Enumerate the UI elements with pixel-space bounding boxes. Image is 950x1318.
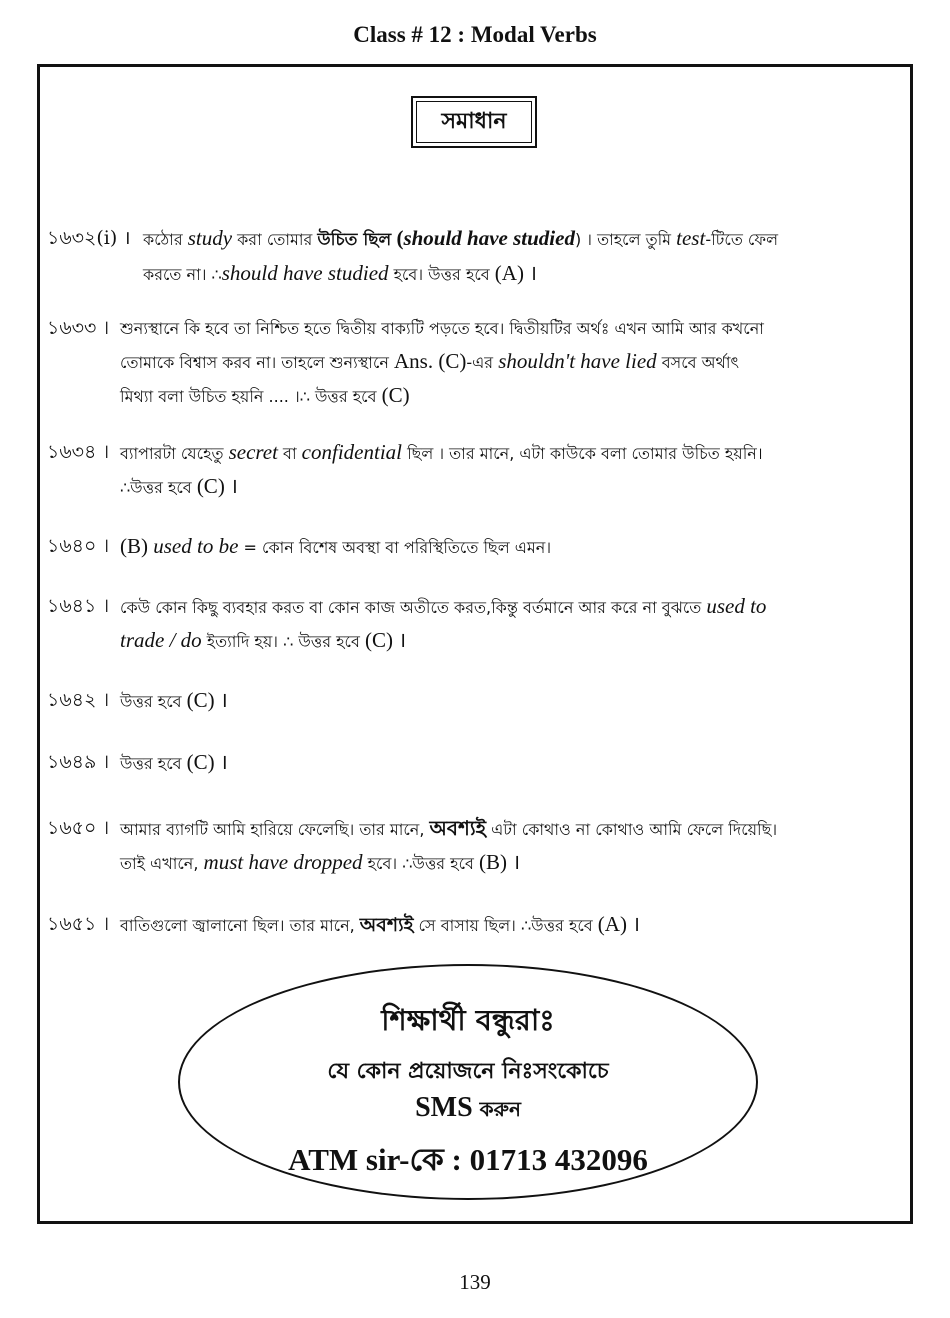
answer-text: অবশ্যই <box>429 816 487 840</box>
answer-text: বসবে অর্থাৎ <box>656 353 740 372</box>
answer-text: এটা কোথাও না কোথাও আমি ফেলে দিয়েছি। <box>486 820 778 839</box>
page-title: Class # 12 : Modal Verbs <box>353 22 597 47</box>
answer-number: ১৬৪০ । <box>47 535 110 557</box>
answer-text: উত্তর হবে <box>120 754 187 773</box>
notice-sms <box>178 1092 758 1128</box>
answer-text: must have dropped <box>203 850 363 874</box>
answer-text: -এর <box>466 353 499 372</box>
answer-number: ১৬৫১ । <box>47 913 110 935</box>
answer-item <box>47 590 909 658</box>
answer-item <box>47 908 909 942</box>
answer-text: করতে না। ∴ <box>143 265 222 284</box>
answer-text: উত্তর হবে <box>120 692 187 711</box>
answer-text: ∴উত্তর হবে <box>120 478 197 497</box>
answer-text: (A) । <box>494 261 538 285</box>
answer-text: trade / do <box>120 628 202 652</box>
answer-text: Ans. (C) <box>394 349 467 373</box>
answer-text: কঠোর <box>143 230 188 249</box>
answer-item <box>47 530 909 564</box>
answer-text: শুন্যস্থানে কি হবে তা নিশ্চিত হতে দ্বিতীয় বাক্যটি পড়তে হবে। দ্বিতীয়টির অর্থঃ এখন আমি আর কখনো <box>120 319 764 338</box>
answer-text: বাতিগুলো জ্বালানো ছিল। তার মানে, <box>120 916 360 935</box>
answer-text: উচিত ছিল <box>317 230 392 250</box>
answer-text: কেউ কোন কিছু ব্যবহার করত বা কোন কাজ অতীতে করত,কিন্তু বর্তমানে আর করে না বুঝতে <box>120 598 707 617</box>
answer-text: তোমাকে বিশ্বাস করব না। তাহলে শুন্যস্থানে <box>120 353 395 372</box>
answer-number: ১৬৩৩ । <box>47 317 110 339</box>
answer-text: ) । তাহলে তুমি <box>574 230 677 249</box>
answer-text: used to <box>706 594 767 618</box>
answer-text: used to be <box>153 534 239 558</box>
answer-text: should have studied <box>221 261 389 285</box>
answer-text: করা তোমার <box>232 230 318 249</box>
answer-text: আমার ব্যাগটি আমি হারিয়ে ফেলেছি। তার মানে, <box>120 820 430 839</box>
answer-text: (B) । <box>479 850 521 874</box>
answer-text: হবে। ∴উত্তর হবে <box>362 854 479 873</box>
answer-text: মিথ্যা বলা উচিত হয়নি .... ।∴ উত্তর হবে <box>120 387 382 406</box>
answer-text: secret <box>228 440 278 464</box>
answer-text: confidential <box>301 440 402 464</box>
answer-item <box>47 222 909 291</box>
notice-contact-number: ATM sir-কে : 01713 432096 <box>288 1142 648 1177</box>
answer-text: ইত্যাদি হয়। ∴ উত্তর হবে <box>201 632 365 651</box>
answer-number: ১৬৩২(i) । <box>47 227 131 249</box>
answer-text: = কোন বিশেষ অবস্থা বা পরিস্থিতিতে ছিল এমন। <box>238 538 552 557</box>
answer-text: তাই এখানে, <box>120 854 204 873</box>
answer-text: (C) । <box>186 688 228 712</box>
notice-sms-action: করুন <box>472 1097 521 1121</box>
answer-text: অবশ্যই <box>359 914 414 936</box>
answer-item <box>47 436 909 504</box>
section-heading: সমাধান <box>441 108 507 134</box>
answer-text: (C) <box>381 383 410 407</box>
answer-text: (C) । <box>196 474 239 498</box>
answer-number: ১৬৪১ । <box>47 595 110 617</box>
answer-text: ( <box>391 226 404 250</box>
answer-item <box>47 812 909 880</box>
answer-number: ১৬৪২ । <box>47 689 110 711</box>
answer-number: ১৬৩৪ । <box>47 441 110 463</box>
answer-number: ১৬৫০ । <box>47 817 110 839</box>
section-heading-box <box>411 96 537 148</box>
answer-text: -টিতে ফেল <box>705 230 779 249</box>
answer-text: (A) । <box>597 912 641 936</box>
answer-text: shouldn't have lied <box>498 349 657 373</box>
notice-heading: শিক্ষার্থী বন্ধুরাঃ <box>381 1003 555 1037</box>
page-number: 139 <box>459 1270 491 1294</box>
answer-text: study <box>187 226 233 250</box>
notice-text: যে কোন প্রয়োজনে নিঃসংকোচে <box>327 1059 609 1084</box>
answer-item <box>47 312 909 413</box>
answer-number: ১৬৪৯ । <box>47 751 110 773</box>
answer-text: ব্যাপারটা যেহেতু <box>120 444 229 463</box>
answer-text: (C) । <box>364 628 407 652</box>
answer-text: (C) । <box>186 750 228 774</box>
answer-item <box>47 684 909 718</box>
answer-text: test <box>676 226 706 250</box>
answer-text: ছিল । তার মানে, এটা কাউকে বলা তোমার উচিত হয়নি। <box>402 444 763 463</box>
notice-sms-label: SMS <box>415 1092 473 1123</box>
answer-text: হবে। উত্তর হবে <box>388 265 495 284</box>
answer-text: বা <box>277 444 302 463</box>
answer-text: (B) <box>120 534 154 558</box>
answer-text: should have studied <box>403 226 575 250</box>
answer-text: সে বাসায় ছিল। ∴উত্তর হবে <box>413 916 598 935</box>
answer-item <box>47 746 909 780</box>
